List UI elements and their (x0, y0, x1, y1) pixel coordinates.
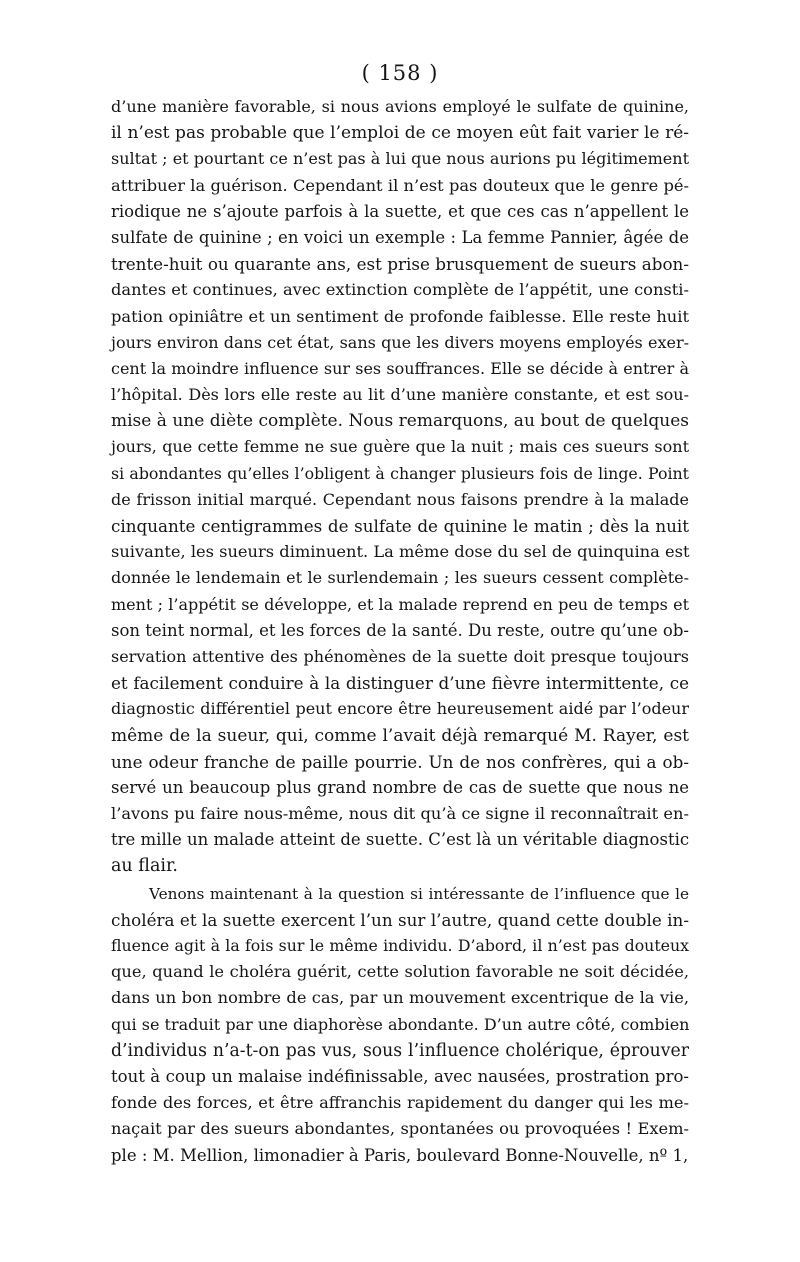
text-line: dans un bon nombre de cas, par un mouvement excentrique de la vie, (111, 988, 689, 1008)
text-line: choléra et la suette exercent l’un sur l’autre, quand cette double in- (111, 909, 689, 930)
text-line: cinquante centigrammes de sulfate de quinine le matin ; dès la nuit (111, 516, 689, 536)
text-line: naçait par des sueurs abondantes, spontanées ou provoquées ! Exem- (111, 1119, 689, 1139)
paragraph (111, 94, 689, 880)
text-line: dantes et continues, avec extinction complète de l’appétit, une consti- (111, 280, 689, 300)
text-line: attribuer la guérison. Cependant il n’est pas douteux que le genre pé- (111, 175, 689, 195)
text-line: sultat ; et pourtant ce n’est pas à lui que nous aurions pu légitimement (111, 149, 689, 169)
text-line: ple : M. Mellion, limonadier à Paris, boulevard Bonne-Nouvelle, nº 1, (111, 1145, 689, 1165)
text-line: Venons maintenant à la question si intéressante de l’influence que le (149, 884, 689, 903)
text-line: diagnostic différentiel peut encore être heureusement aidé par l’odeur (111, 699, 689, 719)
text-line: si abondantes qu’elles l’obligent à changer plusieurs fois de linge. Point (111, 463, 689, 483)
text-line: qui se traduit par une diaphorèse abondante. D’un autre côté, combien (111, 1014, 690, 1034)
text-line: fonde des forces, et être affranchis rapidement du danger qui les me- (111, 1093, 689, 1113)
text-line: l’hôpital. Dès lors elle reste au lit d’une manière constante, et est sou- (111, 385, 689, 405)
text-line: d’individus n’a-t-on pas vus, sous l’influence cholérique, éprouver (111, 1040, 689, 1061)
text-line: son teint normal, et les forces de la santé. Du reste, outre qu’une ob- (111, 620, 689, 640)
body-text (111, 94, 689, 1169)
page-number: ( 158 ) (361, 61, 439, 85)
text-line: sulfate de quinine ; en voici un exemple : La femme Pannier, âgée de (111, 227, 689, 247)
text-line: ment ; l’appétit se développe, et la malade reprend en peu de temps et (111, 594, 689, 614)
text-line: donnée le lendemain et le surlendemain ; les sueurs cessent complète- (111, 568, 689, 588)
text-line: cent la moindre influence sur ses souffrances. Elle se décide à entrer à (111, 358, 689, 378)
text-line: fluence agit à la fois sur le même individu. D’abord, il n’est pas douteux (111, 936, 689, 955)
text-line: une odeur franche de paille pourrie. Un de nos confrères, qui a ob- (111, 751, 689, 772)
text-line: jours environ dans cet état, sans que les divers moyens employés exer- (111, 332, 689, 352)
text-line: suivante, les sueurs diminuent. La même dose du sel de quinquina est (111, 542, 690, 562)
text-line: servé un beaucoup plus grand nombre de cas de suette que nous ne (111, 777, 689, 797)
text-line: trente-huit ou quarante ans, est prise brusquement de sueurs abon- (111, 254, 689, 275)
text-line: de frisson initial marqué. Cependant nous faisons prendre à la malade (111, 489, 689, 509)
text-line: pation opiniâtre et un sentiment de profonde faiblesse. Elle reste huit (111, 306, 689, 326)
text-line: mise à une diète complète. Nous remarquons, au bout de quelques (111, 411, 689, 432)
text-line: que, quand le choléra guérit, cette solution favorable ne soit décidée, (111, 962, 689, 982)
text-line: et facilement conduire à la distinguer d’une fièvre intermittente, ce (111, 673, 689, 694)
text-line: au flair. (111, 856, 178, 877)
paragraph (111, 881, 689, 1169)
text-line: d’une manière favorable, si nous avions employé le sulfate de quinine, (111, 97, 689, 116)
text-line: l’avons pu faire nous-même, nous dit qu’à ce signe il reconnaîtrait en- (111, 804, 689, 824)
text-line: tout à coup un malaise indéfinissable, avec nausées, prostration pro- (111, 1066, 689, 1086)
text-line: même de la sueur, qui, comme l’avait déjà remarqué M. Rayer, est (111, 725, 689, 746)
text-line: servation attentive des phénomènes de la suette doit presque toujours (111, 646, 689, 666)
text-line: jours, que cette femme ne sue guère que la nuit ; mais ces sueurs sont (111, 437, 689, 457)
text-line: riodique ne s’ajoute parfois à la suette, et que ces cas n’appellent le (111, 201, 689, 221)
text-line: il n’est pas probable que l’emploi de ce moyen eût fait varier le ré- (111, 123, 689, 144)
text-line: tre mille un malade atteint de suette. C’est là un véritable diagnostic (111, 830, 690, 850)
